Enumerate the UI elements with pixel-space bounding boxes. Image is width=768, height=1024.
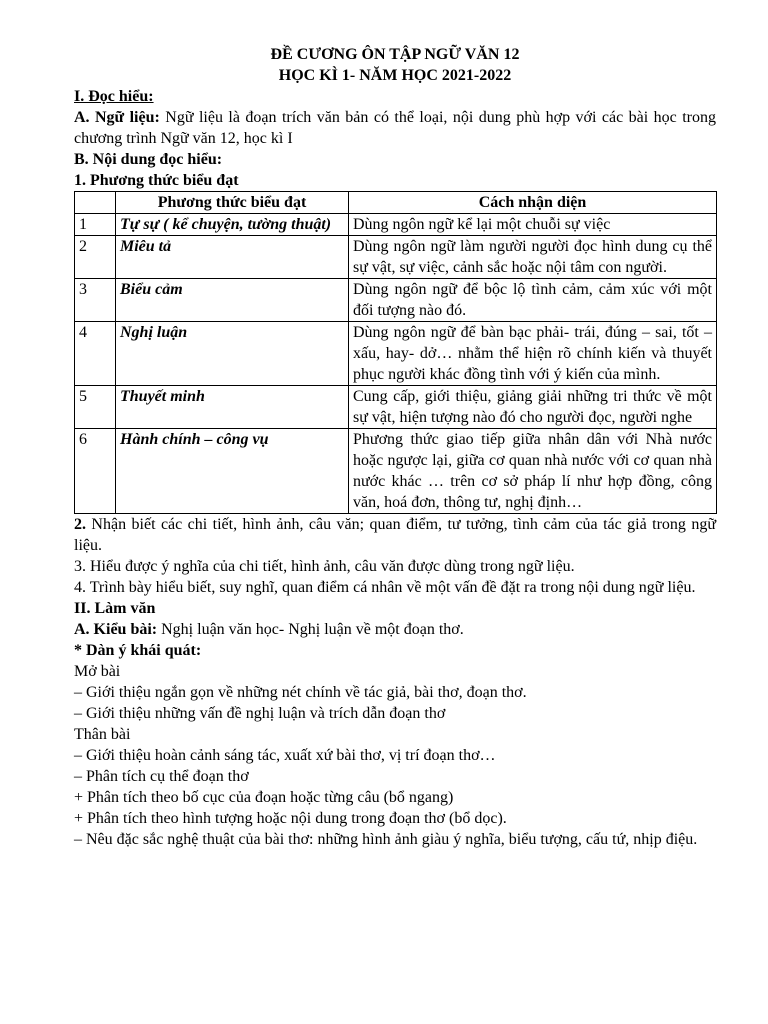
row-num: 2 xyxy=(75,236,116,279)
mo-bai-item: – Giới thiệu ngắn gọn về những nét chính về tác giả, bài thơ, đoạn thơ. xyxy=(74,684,527,701)
row-desc: Dùng ngôn ngữ kể lại một chuỗi sự việc xyxy=(349,214,717,236)
row-num: 4 xyxy=(75,322,116,386)
expression-modes-table xyxy=(74,191,717,514)
item4-paragraph: 4. Trình bày hiểu biết, suy nghĩ, quan điểm cá nhân về một vấn đề đặt ra trong nội dung ngữ liệu. xyxy=(74,579,696,596)
table-row xyxy=(75,236,717,279)
table-row xyxy=(75,279,717,322)
row-mode: Miêu tả xyxy=(116,236,349,279)
table-header-recognition: Cách nhận diện xyxy=(349,192,717,214)
row-desc: Dùng ngôn ngữ để bàn bạc phải- trái, đúng – sai, tốt – xấu, hay- dở… nhằm thể hiện rõ chính kiến và thuyết phục người khác đồng tình với ý kiến của mình. xyxy=(349,322,717,386)
than-bai-item: + Phân tích theo bố cục của đoạn hoặc từng câu (bổ ngang) xyxy=(74,789,454,806)
section2-heading: II. Làm văn xyxy=(74,600,156,617)
row-desc: Dùng ngôn ngữ làm người người đọc hình dung cụ thể sự vật, sự việc, cảnh sắc hoặc nội tâm con người. xyxy=(349,236,717,279)
row-desc: Phương thức giao tiếp giữa nhân dân với Nhà nước hoặc ngược lại, giữa cơ quan nhà nước với cơ quan nhà nước khác … trên cơ sở pháp lí như hợp đồng, công văn, hoá đơn, thông tư, nghị định… xyxy=(349,429,717,514)
than-bai-item: – Nêu đặc sắc nghệ thuật của bài thơ: những hình ảnh giàu ý nghĩa, biểu tượng, cấu tứ, nhịp điệu. xyxy=(74,831,698,848)
row-mode: Hành chính – công vụ xyxy=(116,429,349,514)
row-mode: Biểu cảm xyxy=(116,279,349,322)
mo-bai-item: – Giới thiệu những vấn đề nghị luận và trích dẫn đoạn thơ xyxy=(74,705,446,722)
table-row xyxy=(75,429,717,514)
than-bai-heading: Thân bài xyxy=(74,726,131,743)
kieu-bai-text: Nghị luận văn học- Nghị luận về một đoạn thơ. xyxy=(157,621,464,638)
row-num: 1 xyxy=(75,214,116,236)
table-row xyxy=(75,214,717,236)
doc-title-line1: ĐỀ CƯƠNG ÔN TẬP NGỮ VĂN 12 xyxy=(270,46,520,63)
table-row xyxy=(75,386,717,429)
ngu-lieu-label: A. Ngữ liệu: xyxy=(74,109,160,126)
table-header-row xyxy=(75,192,717,214)
row-mode: Tự sự ( kể chuyện, tường thuật) xyxy=(116,214,349,236)
row-mode: Thuyết minh xyxy=(116,386,349,429)
item2-paragraph xyxy=(74,514,716,556)
than-bai-item: – Phân tích cụ thể đoạn thơ xyxy=(74,768,249,785)
row-desc: Cung cấp, giới thiệu, giảng giải những tri thức về một sự vật, hiện tượng nào đó cho người đọc, người nghe xyxy=(349,386,717,429)
item2-num: 2. xyxy=(74,516,86,533)
row-desc: Dùng ngôn ngữ để bộc lộ tình cảm, cảm xúc với một đối tượng nào đó. xyxy=(349,279,717,322)
item1-heading: 1. Phương thức biểu đạt xyxy=(74,172,239,189)
doc-title-line2: HỌC KÌ 1- NĂM HỌC 2021-2022 xyxy=(278,67,512,84)
kieu-bai-paragraph xyxy=(74,619,716,640)
than-bai-item: – Giới thiệu hoàn cảnh sáng tác, xuất xứ bài thơ, vị trí đoạn thơ… xyxy=(74,747,496,764)
row-num: 3 xyxy=(75,279,116,322)
ngu-lieu-text: Ngữ liệu là đoạn trích văn bản có thể loại, nội dung phù hợp với các bài học trong chương trình Ngữ văn 12, học kì I xyxy=(74,109,716,147)
dan-y-heading: * Dàn ý khái quát: xyxy=(74,642,202,659)
than-bai-item: + Phân tích theo hình tượng hoặc nội dung trong đoạn thơ (bổ dọc). xyxy=(74,810,507,827)
mo-bai-heading: Mở bài xyxy=(74,663,121,680)
section1-heading: I. Đọc hiểu: xyxy=(74,88,154,105)
item3-paragraph: 3. Hiểu được ý nghĩa của chi tiết, hình ảnh, câu văn được dùng trong ngữ liệu. xyxy=(74,558,575,575)
kieu-bai-label: A. Kiểu bài: xyxy=(74,621,158,638)
item2-text: Nhận biết các chi tiết, hình ảnh, câu văn; quan điểm, tư tưởng, tình cảm của tác giả trong ngữ liệu. xyxy=(74,516,716,554)
noi-dung-heading: B. Nội dung đọc hiểu: xyxy=(74,151,223,168)
row-mode: Nghị luận xyxy=(116,322,349,386)
row-num: 6 xyxy=(75,429,116,514)
table-row xyxy=(75,322,717,386)
table-header-num xyxy=(75,192,116,214)
row-num: 5 xyxy=(75,386,116,429)
ngu-lieu-paragraph xyxy=(74,107,716,149)
document-page xyxy=(74,44,716,850)
table-header-mode: Phương thức biểu đạt xyxy=(116,192,349,214)
